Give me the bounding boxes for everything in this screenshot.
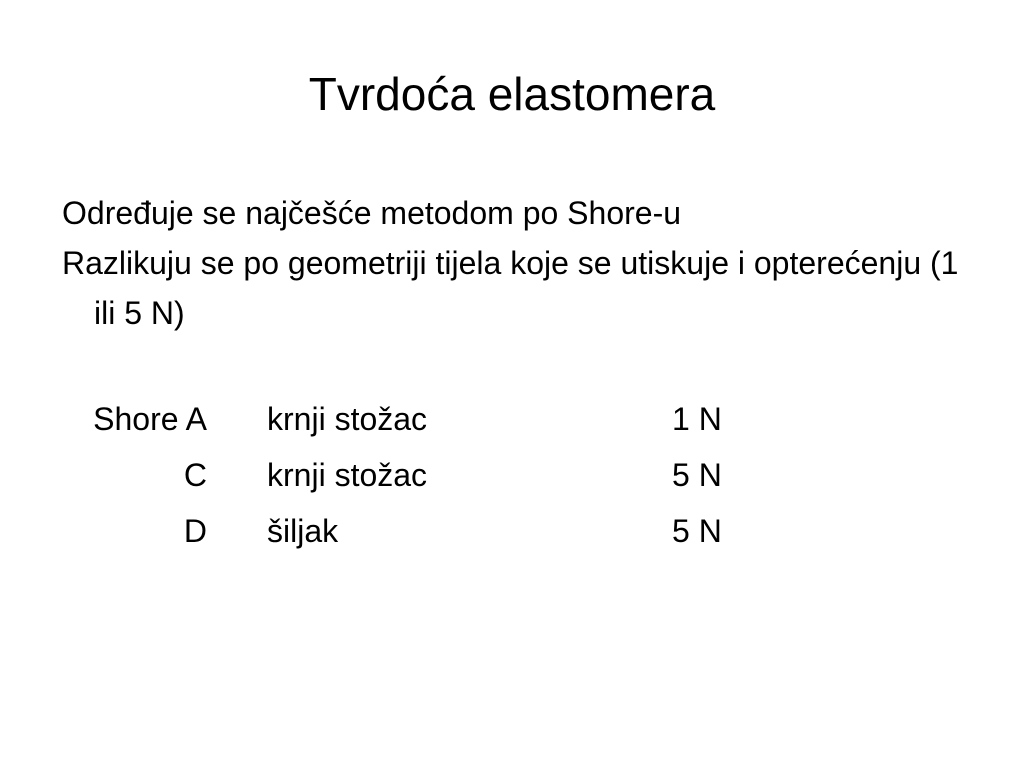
indenter-tip: šiljak	[267, 513, 339, 549]
slide-body	[62, 188, 962, 562]
indenter-tip: krnji stožac	[267, 401, 428, 437]
table-row	[62, 394, 962, 450]
table-row	[62, 506, 962, 562]
load-value: 5 N	[672, 457, 722, 493]
paragraph-method: Određuje se najčešće metodom po Shore-u	[62, 195, 682, 231]
paragraph-difference: Razlikuju se po geometriji tijela koje se utiskuje i opterećenju (1 ili 5 N)	[62, 245, 959, 331]
shore-scale-label: D	[183, 513, 207, 549]
shore-scale-label: Shore A	[93, 401, 207, 437]
load-value: 5 N	[672, 513, 722, 549]
shore-scale-label: C	[183, 457, 207, 493]
load-value: 1 N	[672, 401, 722, 437]
slide-title: Tvrdoća elastomera	[308, 68, 716, 120]
indenter-tip: krnji stožac	[267, 457, 428, 493]
table-row	[62, 450, 962, 506]
spacer	[62, 338, 962, 394]
